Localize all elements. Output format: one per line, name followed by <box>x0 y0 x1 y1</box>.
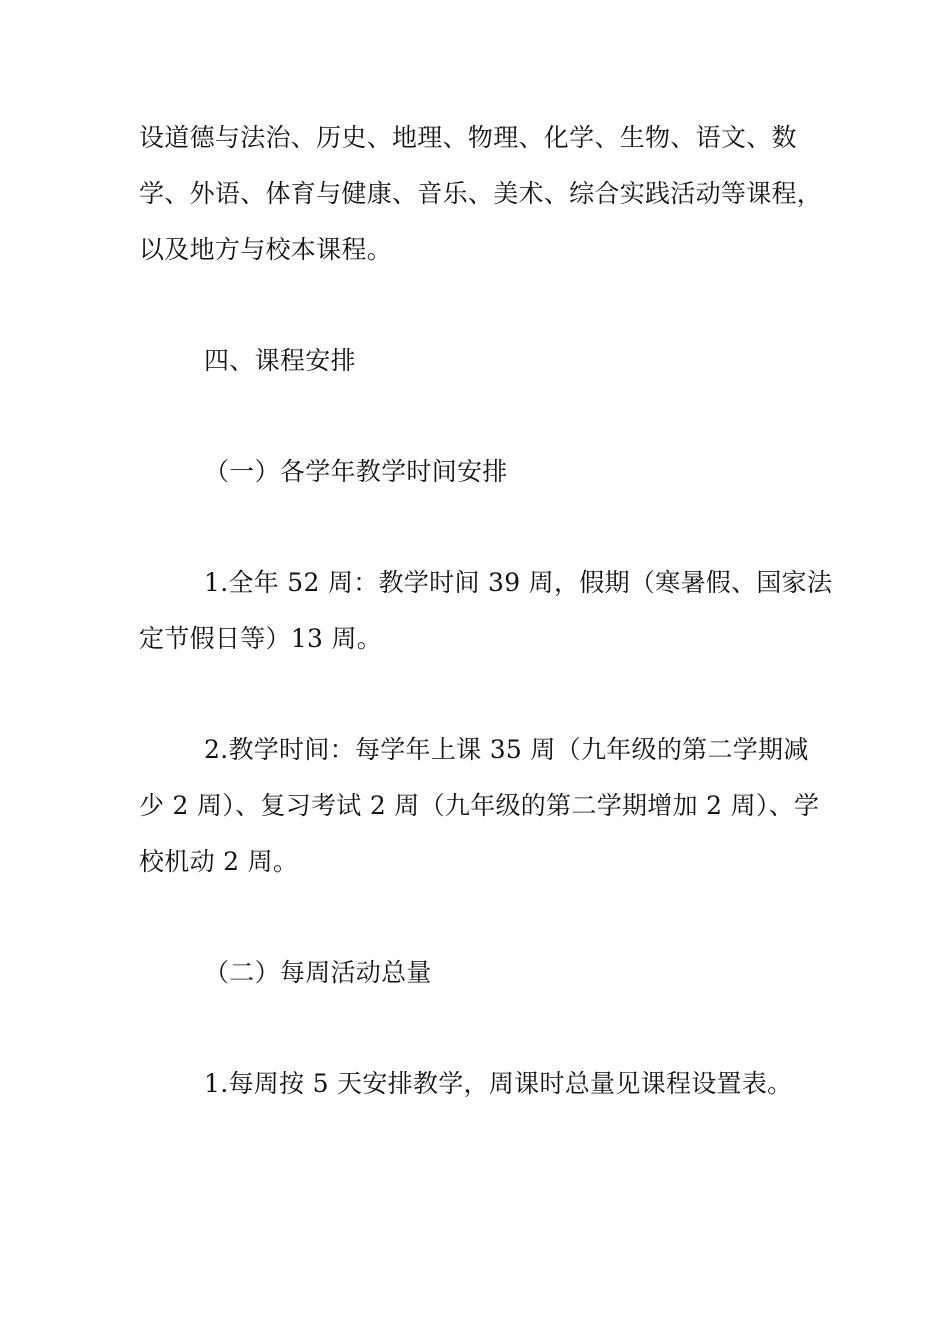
heading-weekly-activity: （二）每周活动总量 <box>204 958 432 987</box>
text-line: 1.每周按 5 天安排教学，周课时总量见课程设置表。 <box>204 1069 793 1098</box>
heading-course-arrangement: 四、课程安排 <box>204 346 356 375</box>
text-line: 设道德与法治、历史、地理、物理、化学、生物、语文、数 <box>139 123 797 152</box>
text-line: 1.全年 52 周：教学时间 39 周，假期（寒暑假、国家法 <box>204 568 833 597</box>
text-line: 学、外语、体育与健康、音乐、美术、综合实践活动等课程， <box>139 179 823 208</box>
heading-teaching-time: （一）各学年教学时间安排 <box>204 457 508 486</box>
text-line: 2.教学时间：每学年上课 35 周（九年级的第二学期减 <box>204 735 809 764</box>
text-line: 校机动 2 周。 <box>139 847 299 876</box>
text-line: 定节假日等）13 周。 <box>139 624 383 653</box>
text-line: 少 2 周）、复习考试 2 周（九年级的第二学期增加 2 周）、学 <box>139 791 820 820</box>
text-line: 以及地方与校本课程。 <box>139 235 393 264</box>
